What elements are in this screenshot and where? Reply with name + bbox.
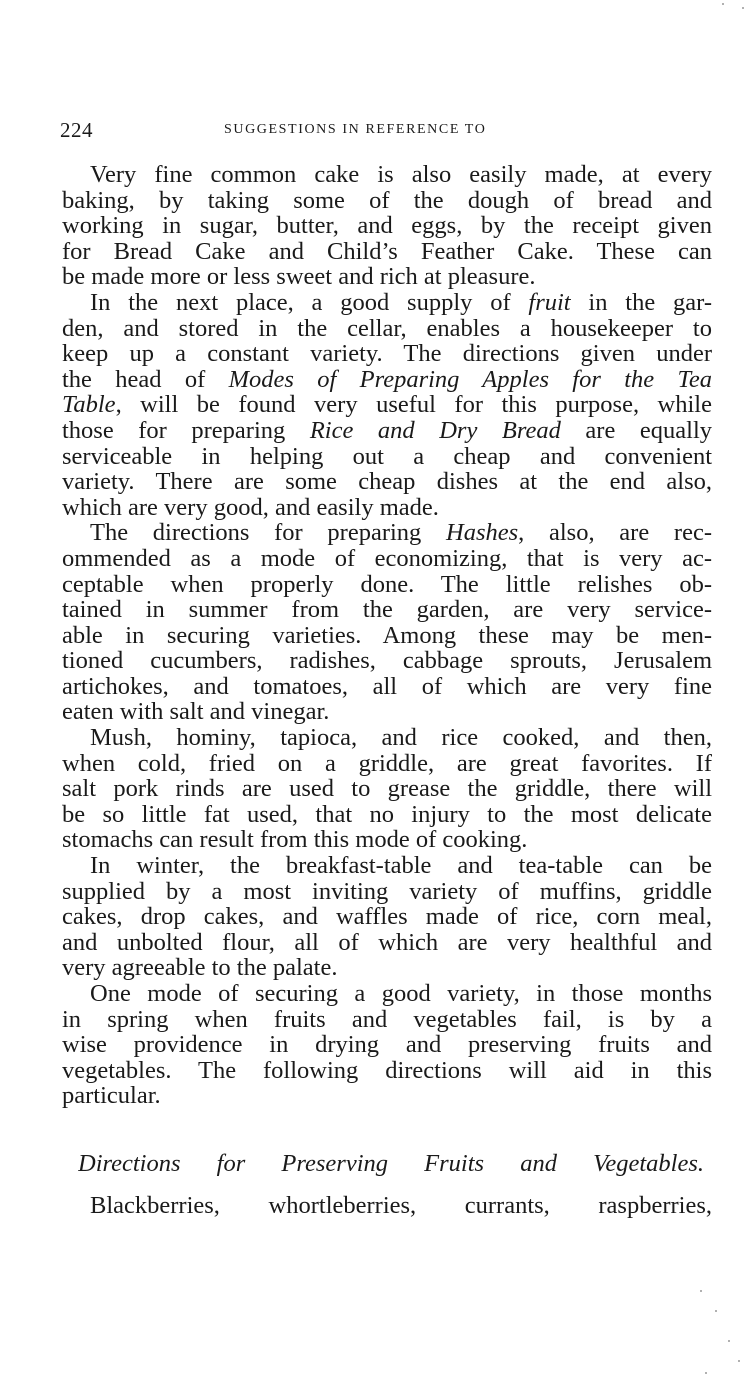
text-line: be made more or less sweet and rich at pleasure. bbox=[62, 264, 536, 290]
text-line: cakes, drop cakes, and waffles made of rice, corn meal, bbox=[62, 904, 712, 930]
running-title: SUGGESTIONS IN REFERENCE TO bbox=[224, 122, 487, 137]
text-line: serviceable in helping out a cheap and convenient bbox=[62, 443, 712, 470]
text-line: Very fine common cake is also easily made, at every bbox=[90, 162, 712, 188]
text-line: baking, by taking some of the dough of bread and bbox=[62, 187, 712, 214]
text-line: in spring when fruits and vegetables fail, is by a bbox=[62, 1006, 712, 1033]
text-line: for Bread Cake and Child’s Feather Cake. These can bbox=[62, 238, 712, 265]
italic-term-fruit: fruit bbox=[528, 289, 571, 316]
text-run: are equally bbox=[560, 417, 712, 444]
body-text bbox=[62, 162, 712, 1109]
text-line: salt pork rinds are used to grease the griddle, there will bbox=[62, 776, 712, 802]
text-run: in the gar- bbox=[570, 289, 712, 316]
text-line: stomachs can result from this mode of cooking. bbox=[62, 827, 528, 854]
text-run: The directions for preparing bbox=[90, 520, 446, 546]
text-line: In winter, the breakfast-table and tea-table can be bbox=[90, 853, 712, 879]
paragraph-2 bbox=[62, 290, 712, 520]
text-line: den, and stored in the cellar, enables a housekeeper to bbox=[62, 315, 712, 342]
page-header bbox=[60, 118, 712, 142]
italic-title-modes: Modes of Preparing Apples for the Tea bbox=[228, 366, 712, 393]
text-line: wise providence in drying and preserving fruits and bbox=[62, 1032, 712, 1058]
text-line: ceptable when properly done. The little relishes ob- bbox=[62, 571, 712, 598]
text-line: when cold, fried on a griddle, are great favorites. If bbox=[62, 750, 712, 777]
scan-speck bbox=[738, 1360, 740, 1362]
text-line: able in securing varieties. Among these may be men- bbox=[62, 622, 712, 649]
text-line: working in sugar, butter, and eggs, by the receipt given bbox=[62, 213, 712, 239]
text-line bbox=[62, 520, 712, 546]
italic-title-hashes: Hashes bbox=[446, 520, 519, 546]
text-line: Blackberries, whortleberries, currants, raspberries, bbox=[90, 1192, 712, 1219]
italic-title-rice: Rice and Dry Bread bbox=[309, 417, 561, 444]
scan-speck bbox=[728, 1340, 730, 1342]
paragraph-1 bbox=[62, 162, 712, 290]
text-run: , will be found very useful for this purpose, while bbox=[115, 392, 712, 418]
text-line: tioned cucumbers, radishes, cabbage sprouts, Jerusalem bbox=[62, 648, 712, 674]
scan-speck bbox=[700, 1290, 702, 1292]
paragraph-3 bbox=[62, 520, 712, 725]
text-line bbox=[62, 367, 712, 393]
text-line: be so little fat used, that no injury to the most delicate bbox=[62, 801, 712, 828]
text-line: which are very good, and easily made. bbox=[62, 494, 439, 521]
text-line: vegetables. The following directions will aid in this bbox=[62, 1057, 712, 1084]
paragraph-4 bbox=[62, 725, 712, 853]
text-line: eaten with salt and vinegar. bbox=[62, 699, 330, 726]
text-line: Mush, hominy, tapioca, and rice cooked, and then, bbox=[90, 725, 712, 751]
scan-speck bbox=[705, 1372, 707, 1374]
text-run: the head of bbox=[62, 366, 229, 393]
text-run: , also, are rec- bbox=[518, 520, 712, 546]
text-line: One mode of securing a good variety, in those months bbox=[90, 981, 712, 1007]
text-line: and unbolted flour, all of which are very healthful and bbox=[62, 929, 712, 956]
text-line: keep up a constant variety. The directions given under bbox=[62, 341, 712, 367]
scan-speck bbox=[722, 3, 724, 5]
scan-speck bbox=[715, 1310, 717, 1312]
paragraph-5 bbox=[62, 853, 712, 981]
paragraph-6 bbox=[62, 981, 712, 1109]
text-line: artichokes, and tomatoes, all of which are very fine bbox=[62, 673, 712, 700]
text-line: tained in summer from the garden, are very service- bbox=[62, 597, 712, 623]
text-line: very agreeable to the palate. bbox=[62, 955, 338, 981]
text-line: ommended as a mode of economizing, that is very ac- bbox=[62, 545, 712, 572]
scan-speck bbox=[742, 7, 744, 9]
italic-title-table: Table bbox=[62, 392, 116, 418]
text-run: those for preparing bbox=[62, 417, 310, 444]
text-line bbox=[62, 290, 712, 316]
section-heading: Directions for Preserving Fruits and Vegetables. bbox=[78, 1150, 704, 1177]
text-line bbox=[62, 418, 712, 444]
text-run: In the next place, a good supply of bbox=[90, 289, 529, 316]
text-line: particular. bbox=[62, 1083, 161, 1109]
text-line: supplied by a most inviting variety of muffins, griddle bbox=[62, 878, 712, 905]
text-line: variety. There are some cheap dishes at the end also, bbox=[62, 469, 712, 495]
page-number: 224 bbox=[60, 118, 93, 142]
text-line bbox=[62, 392, 712, 418]
